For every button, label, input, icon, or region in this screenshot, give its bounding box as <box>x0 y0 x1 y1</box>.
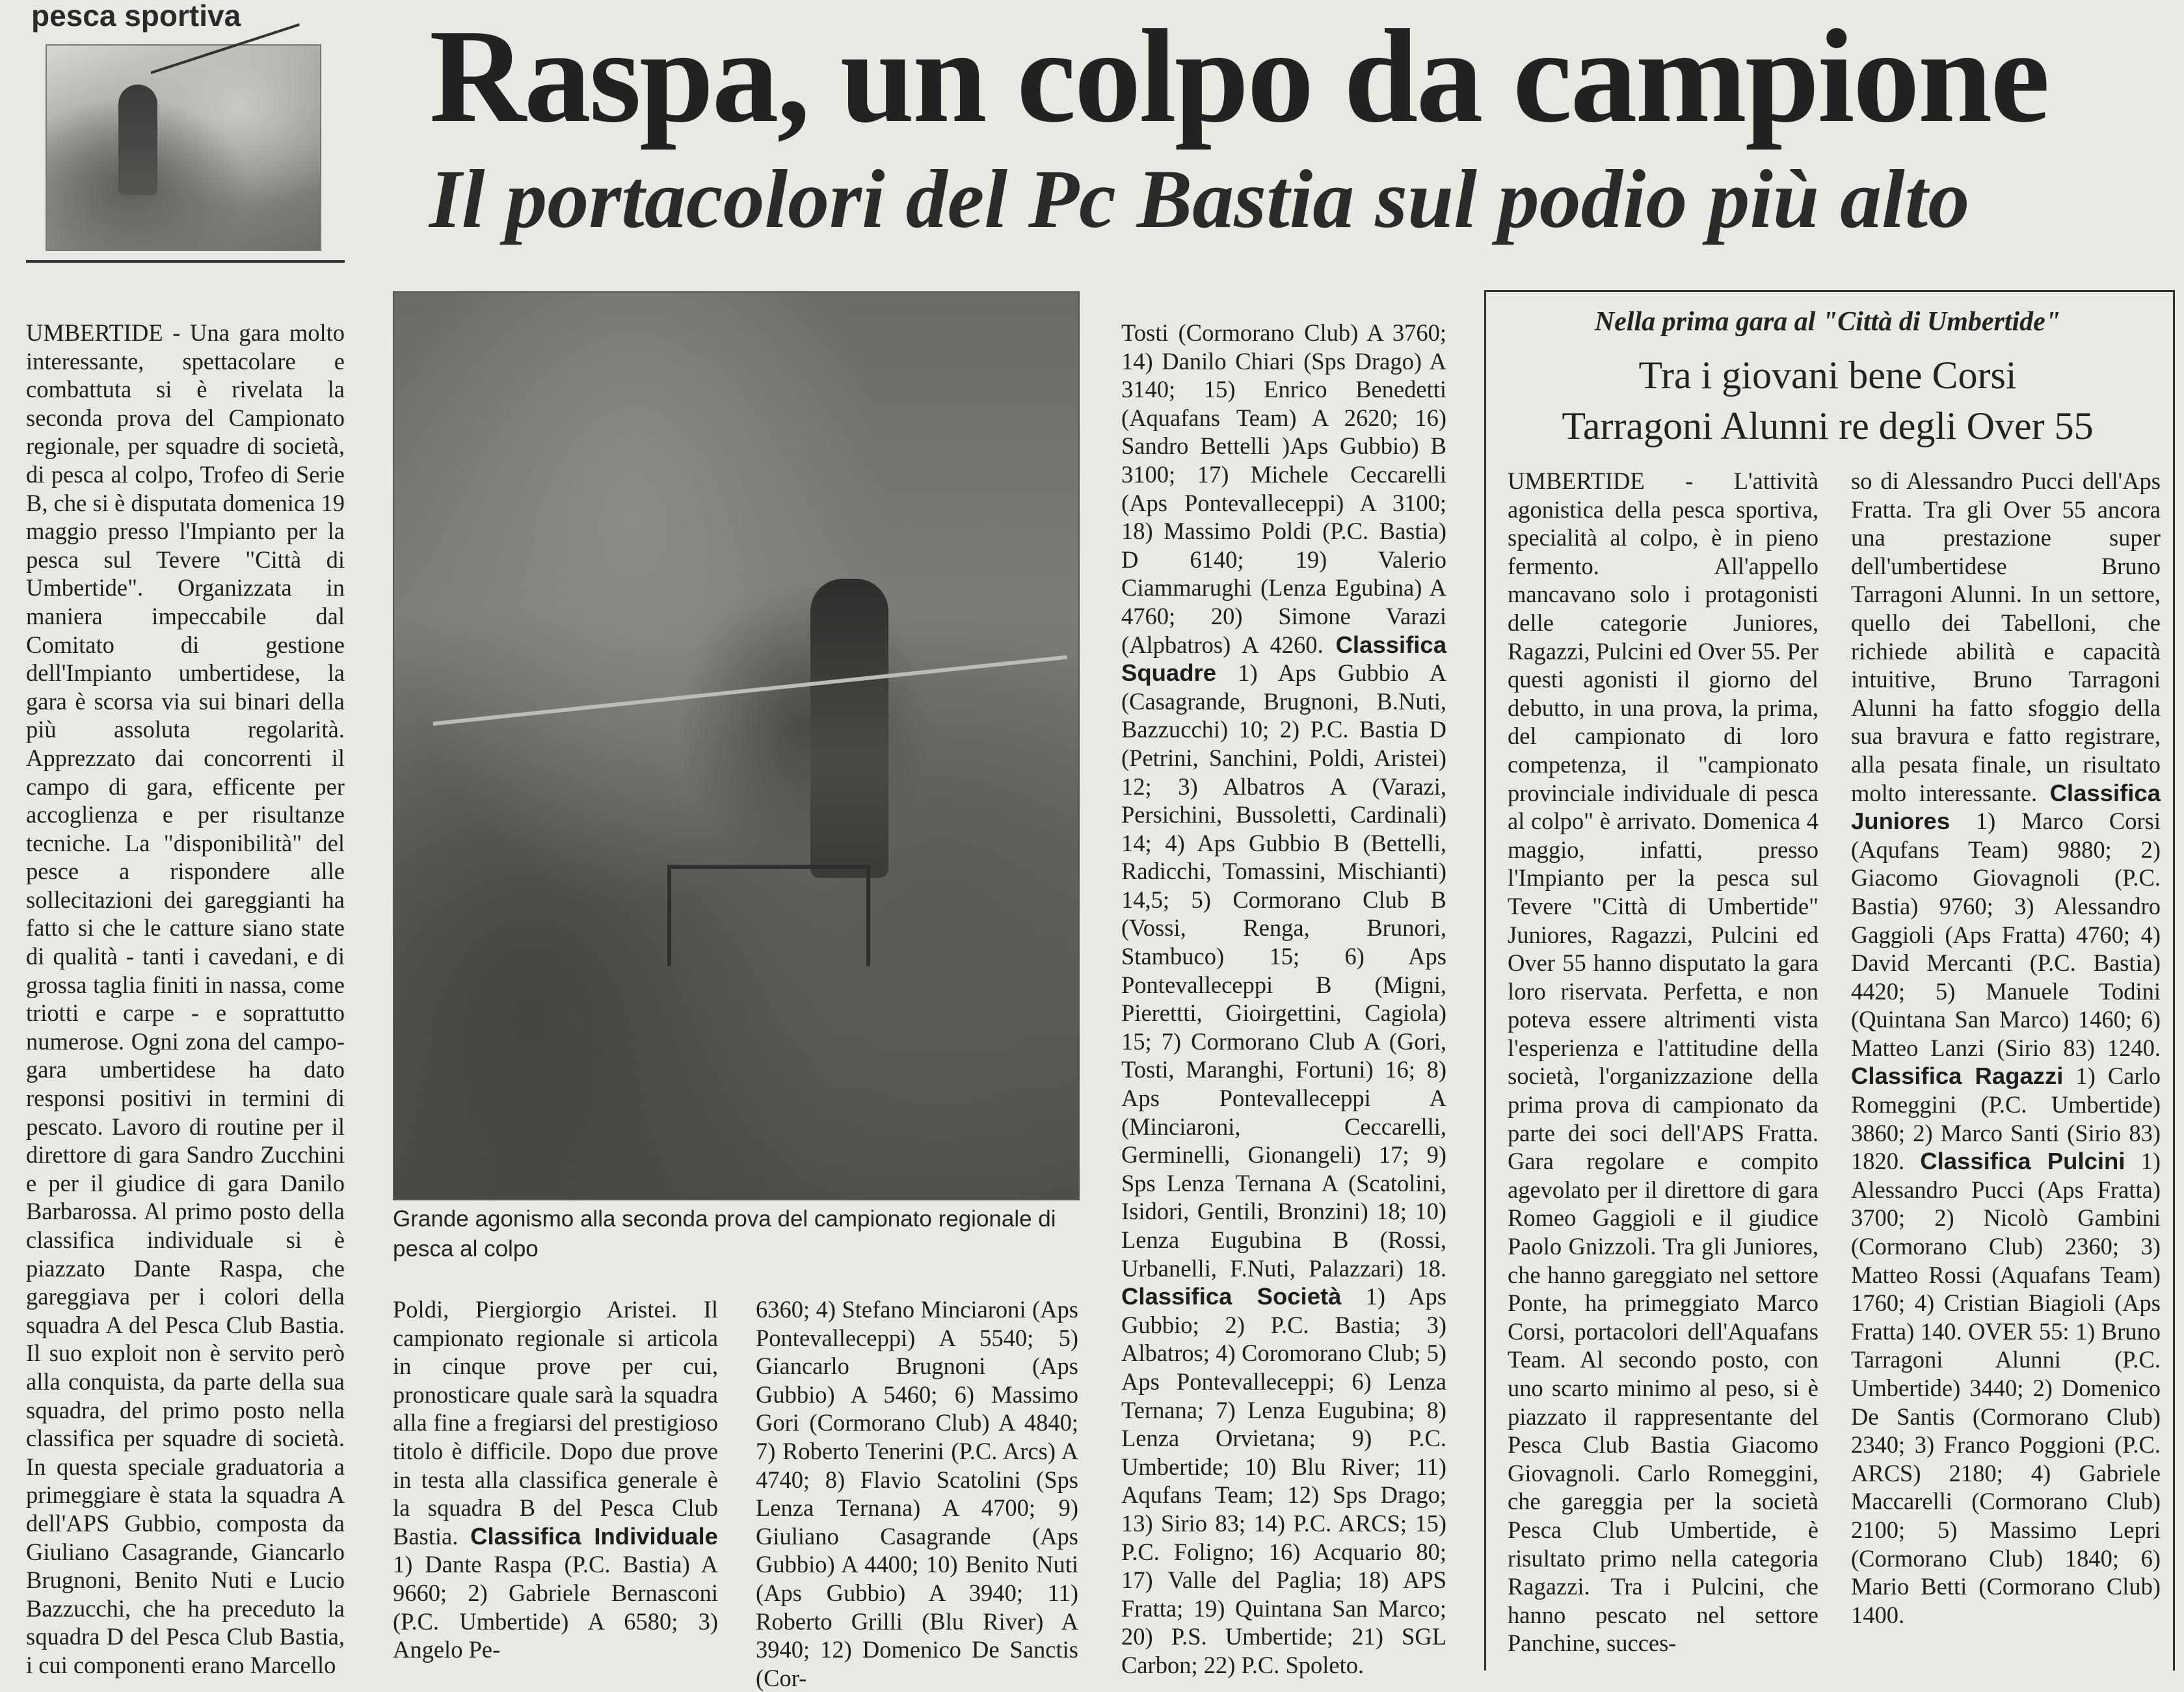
article-paragraph: UMBERTIDE - L'attività agonistica della pesca sportiva, specialità al colpo, è in pieno fermento. All'appello mancavano solo i protagonisti delle categorie Juniores, Ragazzi, Pulcini ed Over 55. Per questi agonisti il giorno del debutto, in una prova, la prima, del campionato di loro competenza, il "campionato provinciale individuale di pesca al colpo" è arrivato. Domenica 4 maggio, infatti, presso l'Impianto per la pesca sul Tevere "Città di Umbertide" Juniores, Ragazzi, Pulcini ed Over 55 hanno disputato la gara loro riservata. Perfetta, e non poteva essere altrimenti vista l'esperienza e l'attitudine della società, l'organizzazione della prima prova di campionato da parte dei soci dell'APS Fratta. Gara regolare e compito agevolato per il direttore di gara Romeo Gaggioli e il giudice Paolo Gnizzoli. Tra gli Juniores, che hanno gareggiato nel settore Ponte, ha primeggiato Marco Corsi, portacolori dell'Aquafans Team. Al secondo posto, con uno scarto minimo al peso, si è piazzato il rappresentante del Pesca Club Bastia Giacomo Giovagnoli. Carlo Romeggini, che gareggia per la società Pesca Club Umbertide, è risultato primo nella categoria Ragazzi. Tra i Pulcini, che hanno pescato nel settore Panchine, succes- <box>1508 468 1818 1657</box>
subheading-classifica-individuale: Classifica Individuale <box>470 1522 718 1550</box>
subheading-classifica-juniores: Classifica Juniores <box>1851 779 2161 835</box>
subheading-classifica-ragazzi: Classifica Ragazzi <box>1851 1063 2064 1090</box>
subheading-classifica-societa: Classifica Società <box>1121 1283 1342 1310</box>
sidebar-title-line-2: Tarragoni Alunni re degli Over 55 <box>1562 404 2094 447</box>
fishing-pole <box>433 655 1067 726</box>
paragraph-text: 1) Marco Corsi (Aqufans Team) 9880; 2) Giacomo Giovagnoli (P.C. Bastia) 9760; 3) Alessandro Gaggioli (Aps Fratta) 4760; 4) David Mercanti (P.C. Bastia) 4420; 5) Manuele Todini (Quintana San Marco) 1460; 6) Matteo Lanzi (Sirio 83) 1240. <box>1851 808 2161 1061</box>
thumbnail-photo <box>46 44 321 251</box>
paragraph-text: 1) Aps Gubbio A (Casagrande, Brugnoni, B.Nuti, Bazzucchi) 10; 2) P.C. Bastia D (Petrini, Sanchini, Poldi, Aristei) 12; 3) Albatros A (Varazi, Persichini, Bussoletti, Cardinali) 14; 4) Aps Gubbio B (Bettelli, Radicchi, Tomassini, Mischianti) 14,5; 5) Cormorano Club B (Vossi, Renga, Brunori, Stambuco) 15; 6) Aps Pontevalleceppi B (Migni, Pierettti, Gioirgettini, Cagiola) 15; 7) Cormorano Club A (Gori, Tosti, Maranghi, Fortuni) 16; 8) Aps Pontevalleceppi A (Minciaroni, Ceccarelli, Germinelli, Gionangeli) 17; 9) Sps Lenza Ternana A (Scatolini, Isidori, Gentili, Bronzini) 18; 10) Lenza Eugubina B (Rossi, Urbanelli, F.Nuti, Palazzari) 18. <box>1121 659 1446 1282</box>
subheading-classifica-pulcini: Classifica Pulcini <box>1920 1148 2125 1175</box>
paragraph-text: so di Alessandro Pucci dell'Aps Fratta. Tra gli Over 55 ancora una prestazione super dell'umbertidese Bruno Tarragoni Alunni. In un settore, quello dei Tabelloni, che richiede abilità e capacità intuitive, Bruno Tarragoni Alunni ha fatto sfoggio della sua bravura e fatto registrare, alla pesata finale, un risultato molto interessante. <box>1851 468 2161 806</box>
article-column-4 <box>1121 319 1447 1678</box>
article-paragraph <box>393 1295 718 1664</box>
sidebar-title-line-1: Tra i giovani bene Corsi <box>1638 354 2017 397</box>
paragraph-text: 1) Dante Raspa (P.C. Bastia) A 9660; 2) Gabriele Bernasconi (P.C. Umbertide) A 6580; 3) Angelo Pe- <box>393 1551 718 1663</box>
sidebar-column-1 <box>1508 467 1818 1657</box>
article-column-2 <box>393 1295 718 1663</box>
sidebar-column-2 <box>1851 467 2161 1650</box>
angler-silhouette <box>118 85 157 195</box>
subheadline: Il portacolori del Pc Bastia sul podio più alto <box>429 153 1970 245</box>
article-paragraph: 6360; 4) Stefano Minciaroni (Aps Pontevalleceppi) A 5540; 5) Giancarlo Brugnoni (Aps Gubbio) A 5460; 6) Massimo Gori (Cormorano Club) A 4840; 7) Roberto Tenerini (P.C. Arcs) A 4740; 8) Flavio Scatolini (Sps Lenza Ternana) A 4700; 9) Giuliano Casagrande (Aps Gubbio) A 4400; 10) Benito Nuti (Aps Gubbio) A 3940; 11) Roberto Grilli (Blu River) A 3940; 12) Domenico De Sanctis (Cor- <box>756 1296 1078 1691</box>
article-paragraph <box>1121 319 1446 1680</box>
article-column-1 <box>26 319 345 1678</box>
photo-caption: Grande agonismo alla seconda prova del campionato regionale di pesca al colpo <box>393 1206 1056 1262</box>
headline: Raspa, un colpo da campione <box>429 1 2048 150</box>
main-photo <box>393 291 1080 1200</box>
article-column-3 <box>756 1295 1078 1691</box>
paragraph-text: 1) Aps Gubbio; 2) P.C. Bastia; 3) Albatros; 4) Coromorano Club; 5) Aps Pontevalleceppi; 6) Lenza Ternana; 7) Lenza Eugubina; 8) Lenza Orvietana; 9) P.C. Umbertide; 10) Blu River; 11) Aqufans Team; 12) Sps Drago; 13) Sirio 83; 14) P.C. ARCS; 15) P.C. Foligno; 16) Acquario 80; 17) Valle del Paglia; 18) APS Fratta; 19) Quintana San Marco; 20) P.S. Umbertide; 21) SGL Carbon; 22) P.C. Spoleto. <box>1121 1283 1446 1678</box>
seat-box <box>667 865 870 966</box>
angler-figure <box>810 579 888 878</box>
paragraph-text: 1) Carlo Romeggini (P.C. Umbertide) 3860; 2) Marco Santi (Sirio 83) 1820. <box>1851 1063 2161 1175</box>
sidebar-kicker: Nella prima gara al "Città di Umbertide" <box>1594 307 2061 337</box>
section-rule <box>26 260 345 263</box>
sidebar-title <box>1496 350 2159 451</box>
article-paragraph: UMBERTIDE - Una gara molto interessante, spettacolare e combattuta si è rivelata la seconda prova del Campionato regionale, per squadre di società, di pesca al colpo, Trofeo di Serie B, che si è disputata domenica 19 maggio presso l'Impianto per la pesca sul Tevere "Città di Umbertide". Organizzata in maniera impeccabile dal Comitato di gestione dell'Impianto umbertidese, la gara è scorsa via sui binari della più assoluta regolarità. Apprezzato dai concorrenti il campo di gara, efficente per accoglienza e per risultanze tecniche. La "disponibilità" del pesce a rispondere alle sollecitazioni dei gareggianti ha fatto si che le catture siano state di qualità - tanti i cavedani, e di grossa taglia finiti in nassa, come triotti e carpe - e soprattutto numerose. Ogni zona del campo-gara umbertidese ha dato responsi positivi in termini di pescato. Lavoro di routine per il direttore di gara Sandro Zucchini e per il giudice di gara Danilo Barbarossa. Al primo posto della classifica individuale si è piazzato Dante Raspa, che gareggiava per i colori della squadra A del Pesca Club Bastia. Il suo exploit non è servito però alla conquista, da parte della sua squadra, del primo posto nella classifica per squadre di società. In questa speciale graduatoria a primeggiare è stata la squadra A dell'APS Gubbio, composta da Giuliano Casagrande, Giancarlo Brugnoni, Benito Nuti e Lucio Bazzucchi, che ha preceduto la squadra D del Pesca Club Bastia, i cui componenti erano Marcello <box>26 319 345 1678</box>
subheading-classifica-squadre: Classifica Squadre <box>1121 631 1447 687</box>
paragraph-text: Poldi, Piergiorgio Aristei. Il campionato regionale si articola in cinque prove per cui, pronosticare quale sarà la squadra alla fine a fregiarsi del prestigioso titolo è difficile. Dopo due prove in testa alla classifica generale è la squadra B del Pesca Club Bastia. <box>393 1296 718 1550</box>
article-paragraph <box>1851 467 2161 1629</box>
paragraph-text: Tosti (Cormorano Club) A 3760; 14) Danilo Chiari (Sps Drago) A 3140; 15) Enrico Benedetti (Aquafans Team) A 2620; 16) Sandro Bettelli )Aps Gubbio) B 3100; 17) Michele Ceccarelli (Aps Pontevalleceppi) A 3100; 18) Massimo Poldi (P.C. Bastia) D 6140; 19) Valerio Ciammarughi (Lenza Egubina) A 4760; 20) Simone Varazi (Alpbatros) A 4260. <box>1121 319 1446 658</box>
section-label: pesca sportiva <box>31 0 241 33</box>
paragraph-text: 1) Alessandro Pucci (Aps Fratta) 3700; 2) Nicolò Gambini (Cormorano Club) 2360; 3) Matteo Rossi (Aquafans Team) 1760; 4) Cristian Biagioli (Aps Fratta) 140. OVER 55: 1) Bruno Tarragoni Alunni (P.C. Umbertide) 3440; 2) Domenico De Santis (Cormorano Club) 2340; 3) Franco Poggioni (P.C. ARCS) 2180; 4) Gabriele Maccarelli (Cormorano Club) 2100; 5) Massimo Lepri (Cormorano Club) 1840; 6) Mario Betti (Cormorano Club) 1400. <box>1851 1148 2161 1628</box>
